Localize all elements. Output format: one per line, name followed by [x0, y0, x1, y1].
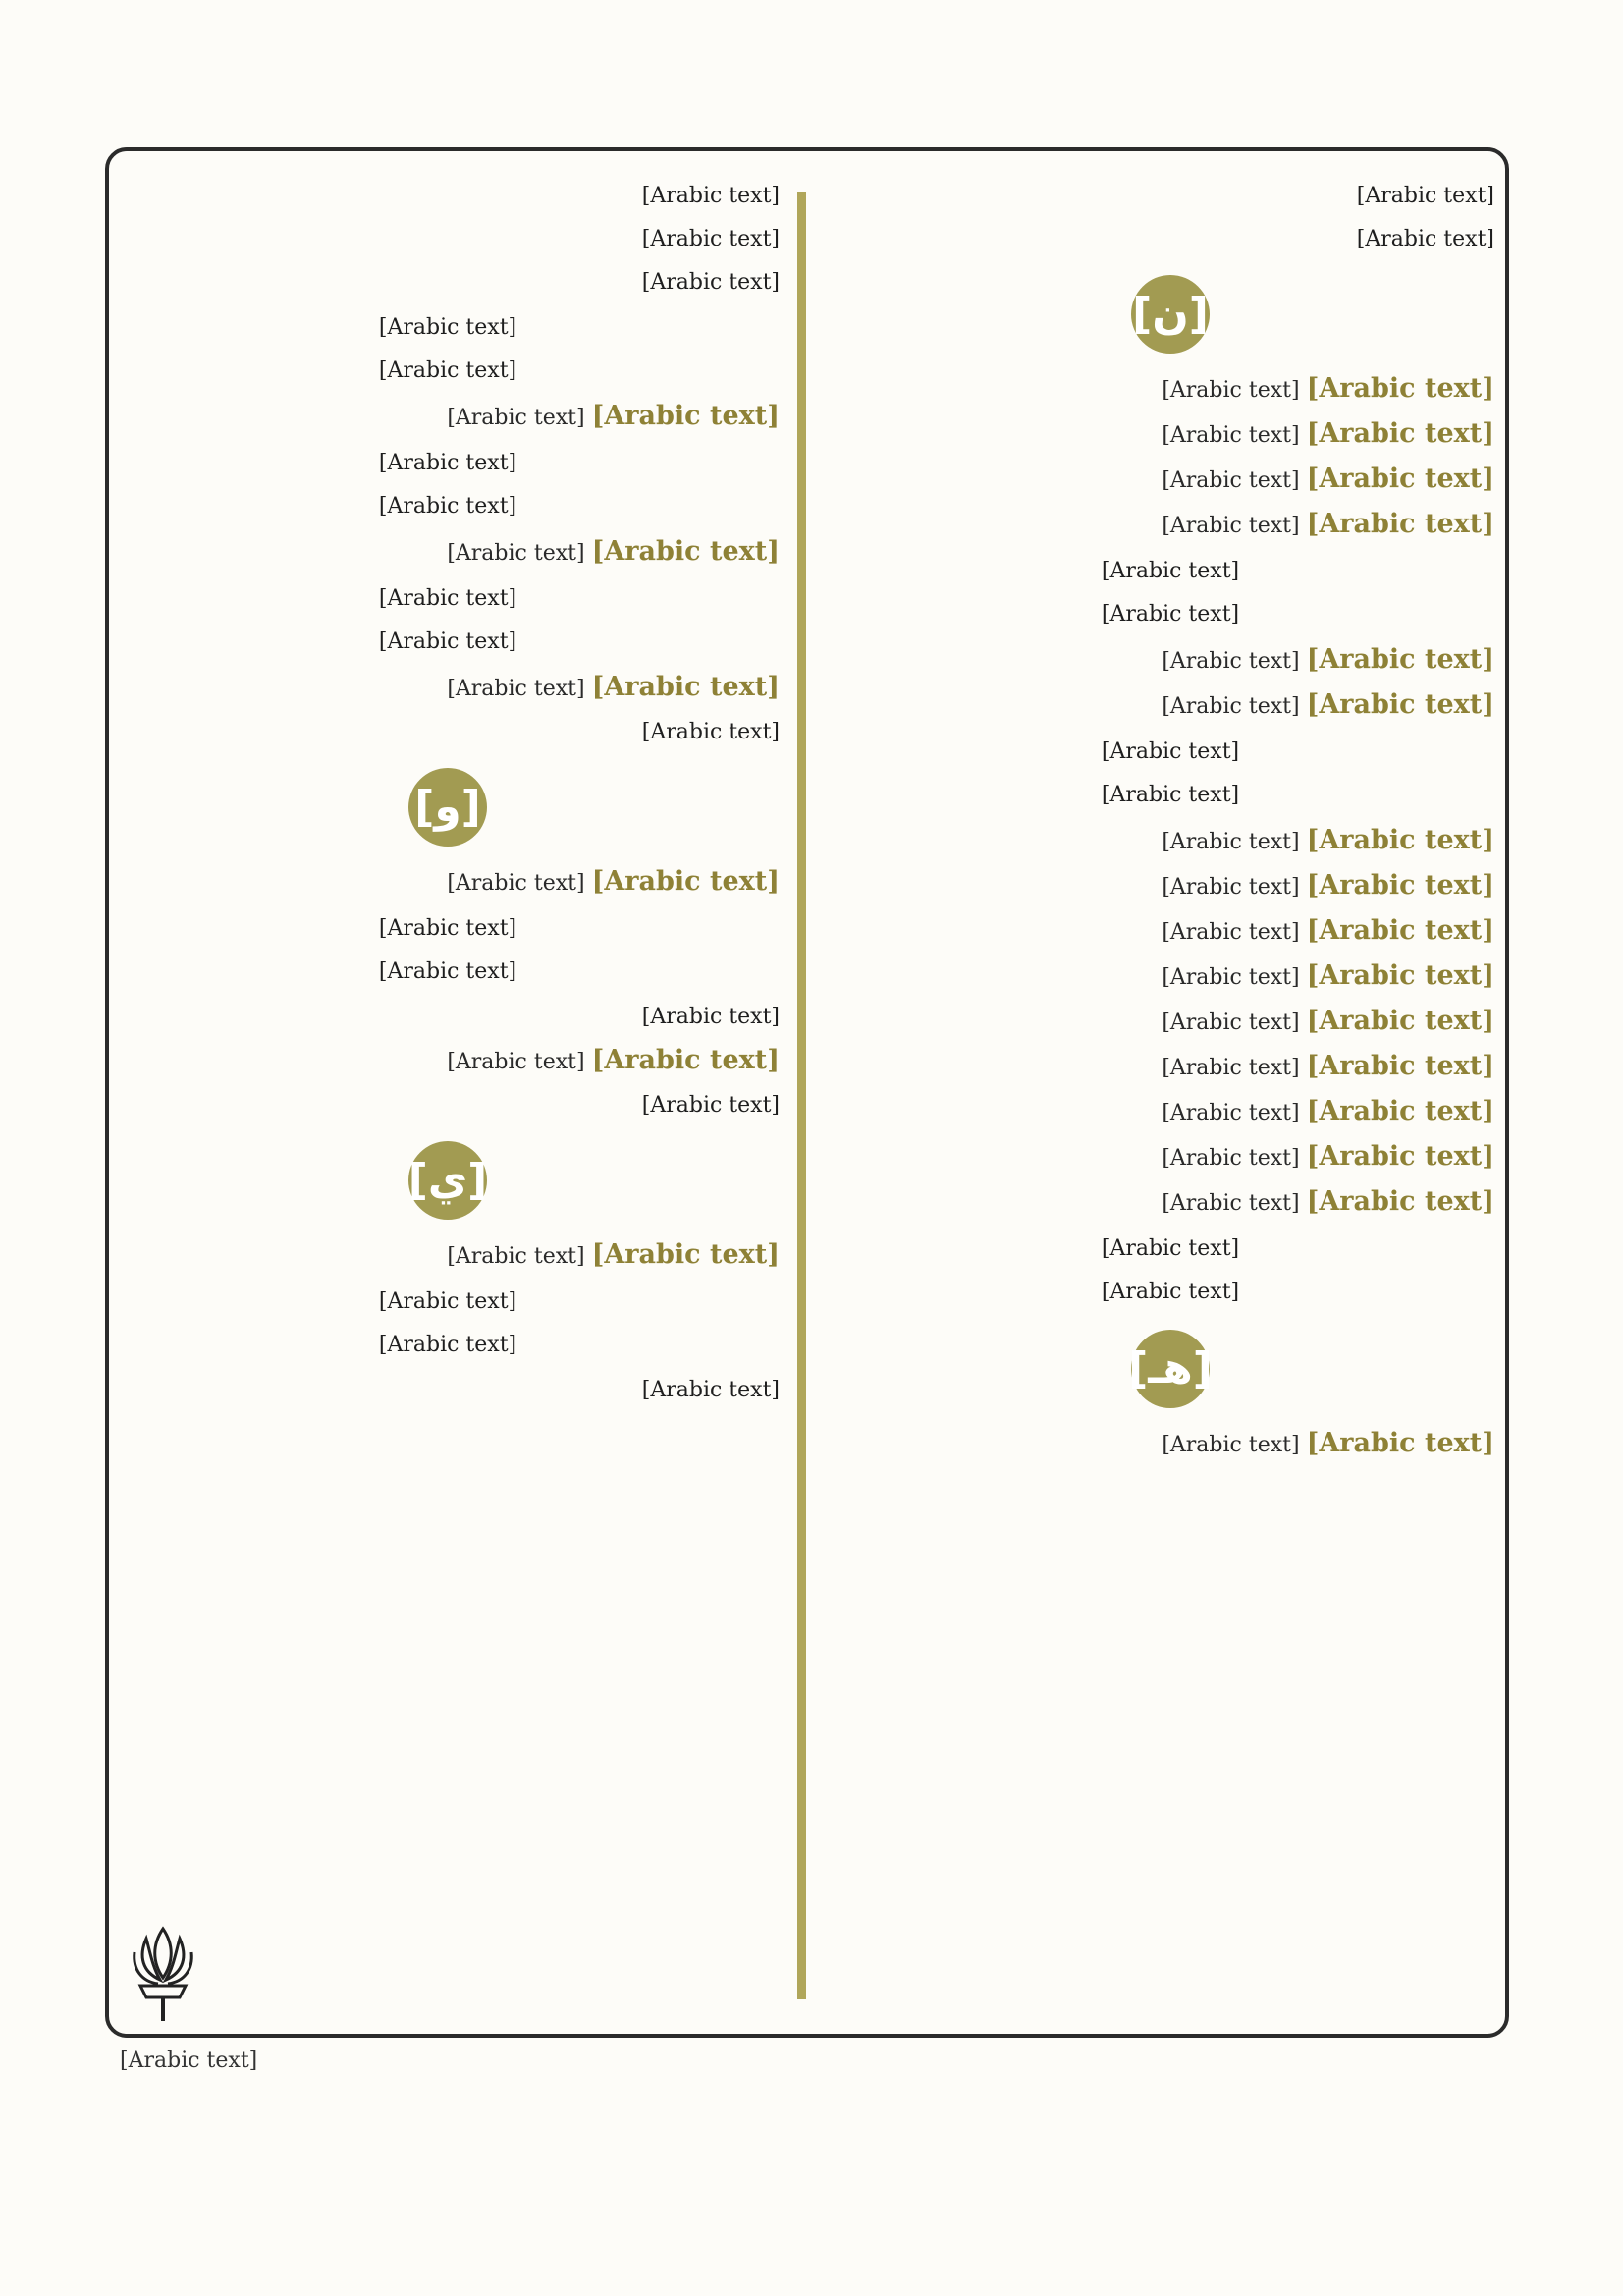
verse-hemistich: [Arabic text]: [1101, 1280, 1240, 1304]
dictionary-entry: [846, 412, 1494, 458]
dictionary-entry: [846, 458, 1494, 503]
dictionary-entry: [846, 955, 1494, 1000]
verse-hemistich: [Arabic text]: [378, 315, 517, 340]
entry-term: [Arabic text]: [1306, 1428, 1494, 1458]
verse-hemistich: [Arabic text]: [1101, 739, 1240, 764]
entry-term: [Arabic text]: [1306, 464, 1494, 494]
poetry-verse: [116, 1279, 780, 1369]
dictionary-entry: [846, 503, 1494, 548]
right-column: [846, 175, 1494, 2011]
entry-term: [Arabic text]: [591, 1239, 780, 1270]
entry-term: [Arabic text]: [1306, 644, 1494, 675]
dictionary-entry: [116, 395, 780, 440]
entry-term: [Arabic text]: [1306, 825, 1494, 855]
dictionary-entry: [846, 819, 1494, 864]
entry-definition: [Arabic text]: [447, 541, 585, 566]
entry-term: [Arabic text]: [1306, 1006, 1494, 1036]
poetry-verse: [846, 1226, 1494, 1316]
entry-definition: [Arabic text]: [447, 406, 585, 430]
entry-definition: [Arabic text]: [1162, 920, 1300, 945]
entry-term: [Arabic text]: [1306, 960, 1494, 991]
note-line: [Arabic text]: [641, 1378, 780, 1402]
note-line: [Arabic text]: [641, 720, 780, 744]
verse-hemistich: [Arabic text]: [378, 1333, 517, 1357]
page-footer: [Arabic text]: [120, 2049, 258, 2073]
dictionary-entry: [116, 1039, 780, 1084]
dictionary-entry: [116, 860, 780, 905]
continued-line: [Arabic text]: [641, 184, 780, 208]
dictionary-entry: [846, 1090, 1494, 1135]
letter-waw-badge: [و]: [408, 768, 487, 847]
entry-definition: [Arabic text]: [1162, 423, 1300, 448]
dictionary-entry: [116, 530, 780, 575]
continued-line: [Arabic text]: [641, 227, 780, 251]
continued-line: [Arabic text]: [641, 270, 780, 295]
entry-term: [Arabic text]: [591, 401, 780, 431]
poetry-verse: [116, 575, 780, 666]
entry-definition: [Arabic text]: [1162, 875, 1300, 900]
entry-definition: [Arabic text]: [1162, 649, 1300, 674]
entry-definition: [Arabic text]: [1162, 1146, 1300, 1171]
entry-definition: [Arabic text]: [447, 1244, 585, 1269]
entry-term: [Arabic text]: [1306, 1096, 1494, 1126]
dictionary-entry: [846, 367, 1494, 412]
verse-hemistich: [Arabic text]: [378, 451, 517, 475]
entry-term: [Arabic text]: [1306, 1141, 1494, 1172]
column-divider: [797, 192, 806, 1999]
verse-hemistich: [Arabic text]: [1101, 783, 1240, 807]
entry-term: [Arabic text]: [1306, 418, 1494, 449]
verse-hemistich: [Arabic text]: [378, 629, 517, 654]
poetry-verse: [846, 548, 1494, 638]
dictionary-entry: [846, 683, 1494, 729]
verse-hemistich: [Arabic text]: [378, 959, 517, 984]
dictionary-entry: [846, 909, 1494, 955]
entry-term: [Arabic text]: [591, 1045, 780, 1075]
dictionary-entry: [846, 1045, 1494, 1090]
verse-hemistich: [Arabic text]: [1101, 1236, 1240, 1261]
entry-term: [Arabic text]: [1306, 373, 1494, 404]
entry-definition: [Arabic text]: [1162, 1101, 1300, 1125]
entry-definition: [Arabic text]: [1162, 378, 1300, 403]
left-column: [116, 175, 780, 2011]
poetry-verse: [116, 905, 780, 996]
verse-hemistich: [Arabic text]: [378, 494, 517, 519]
entry-term: [Arabic text]: [1306, 1051, 1494, 1081]
entry-definition: [Arabic text]: [1162, 1191, 1300, 1216]
verse-hemistich: [Arabic text]: [378, 586, 517, 611]
intro-line: [Arabic text]: [1356, 227, 1494, 251]
entry-definition: [Arabic text]: [447, 871, 585, 896]
entry-definition: [Arabic text]: [1162, 1011, 1300, 1035]
verse-hemistich: [Arabic text]: [378, 916, 517, 941]
entry-definition: [Arabic text]: [447, 677, 585, 701]
note-line: [Arabic text]: [641, 1093, 780, 1118]
dictionary-entry: [846, 1135, 1494, 1180]
note-line: [Arabic text]: [641, 1005, 780, 1029]
verse-hemistich: [Arabic text]: [1101, 602, 1240, 627]
dictionary-entry: [846, 864, 1494, 909]
entry-term: [Arabic text]: [1306, 870, 1494, 901]
entry-term: [Arabic text]: [1306, 1186, 1494, 1217]
entry-definition: [Arabic text]: [1162, 965, 1300, 990]
entry-term: [Arabic text]: [1306, 509, 1494, 539]
dictionary-entry: [116, 666, 780, 711]
entry-term: [Arabic text]: [1306, 915, 1494, 946]
letter-nun-badge: [ن]: [1131, 275, 1210, 354]
dictionary-entry: [846, 1180, 1494, 1226]
dictionary-entry: [846, 1000, 1494, 1045]
entry-term: [Arabic text]: [591, 536, 780, 567]
entry-definition: [Arabic text]: [1162, 1433, 1300, 1457]
entry-term: [Arabic text]: [1306, 689, 1494, 720]
dictionary-entry: [116, 1233, 780, 1279]
letter-ha-badge: [هـ]: [1131, 1330, 1210, 1408]
letter-ya-badge: [ي]: [408, 1141, 487, 1220]
intro-line: [Arabic text]: [1356, 184, 1494, 208]
entry-definition: [Arabic text]: [447, 1050, 585, 1074]
dictionary-entry: [846, 1422, 1494, 1467]
entry-definition: [Arabic text]: [1162, 514, 1300, 538]
verse-hemistich: [Arabic text]: [378, 358, 517, 383]
lotus-ornament-icon: [131, 1923, 195, 2023]
entry-term: [Arabic text]: [591, 866, 780, 897]
entry-definition: [Arabic text]: [1162, 468, 1300, 493]
poetry-verse: [116, 304, 780, 395]
poetry-verse: [846, 729, 1494, 819]
verse-hemistich: [Arabic text]: [1101, 559, 1240, 583]
entry-definition: [Arabic text]: [1162, 830, 1300, 854]
poetry-verse: [116, 440, 780, 530]
entry-definition: [Arabic text]: [1162, 1056, 1300, 1080]
entry-definition: [Arabic text]: [1162, 694, 1300, 719]
dictionary-entry: [846, 638, 1494, 683]
entry-term: [Arabic text]: [591, 672, 780, 702]
verse-hemistich: [Arabic text]: [378, 1289, 517, 1314]
